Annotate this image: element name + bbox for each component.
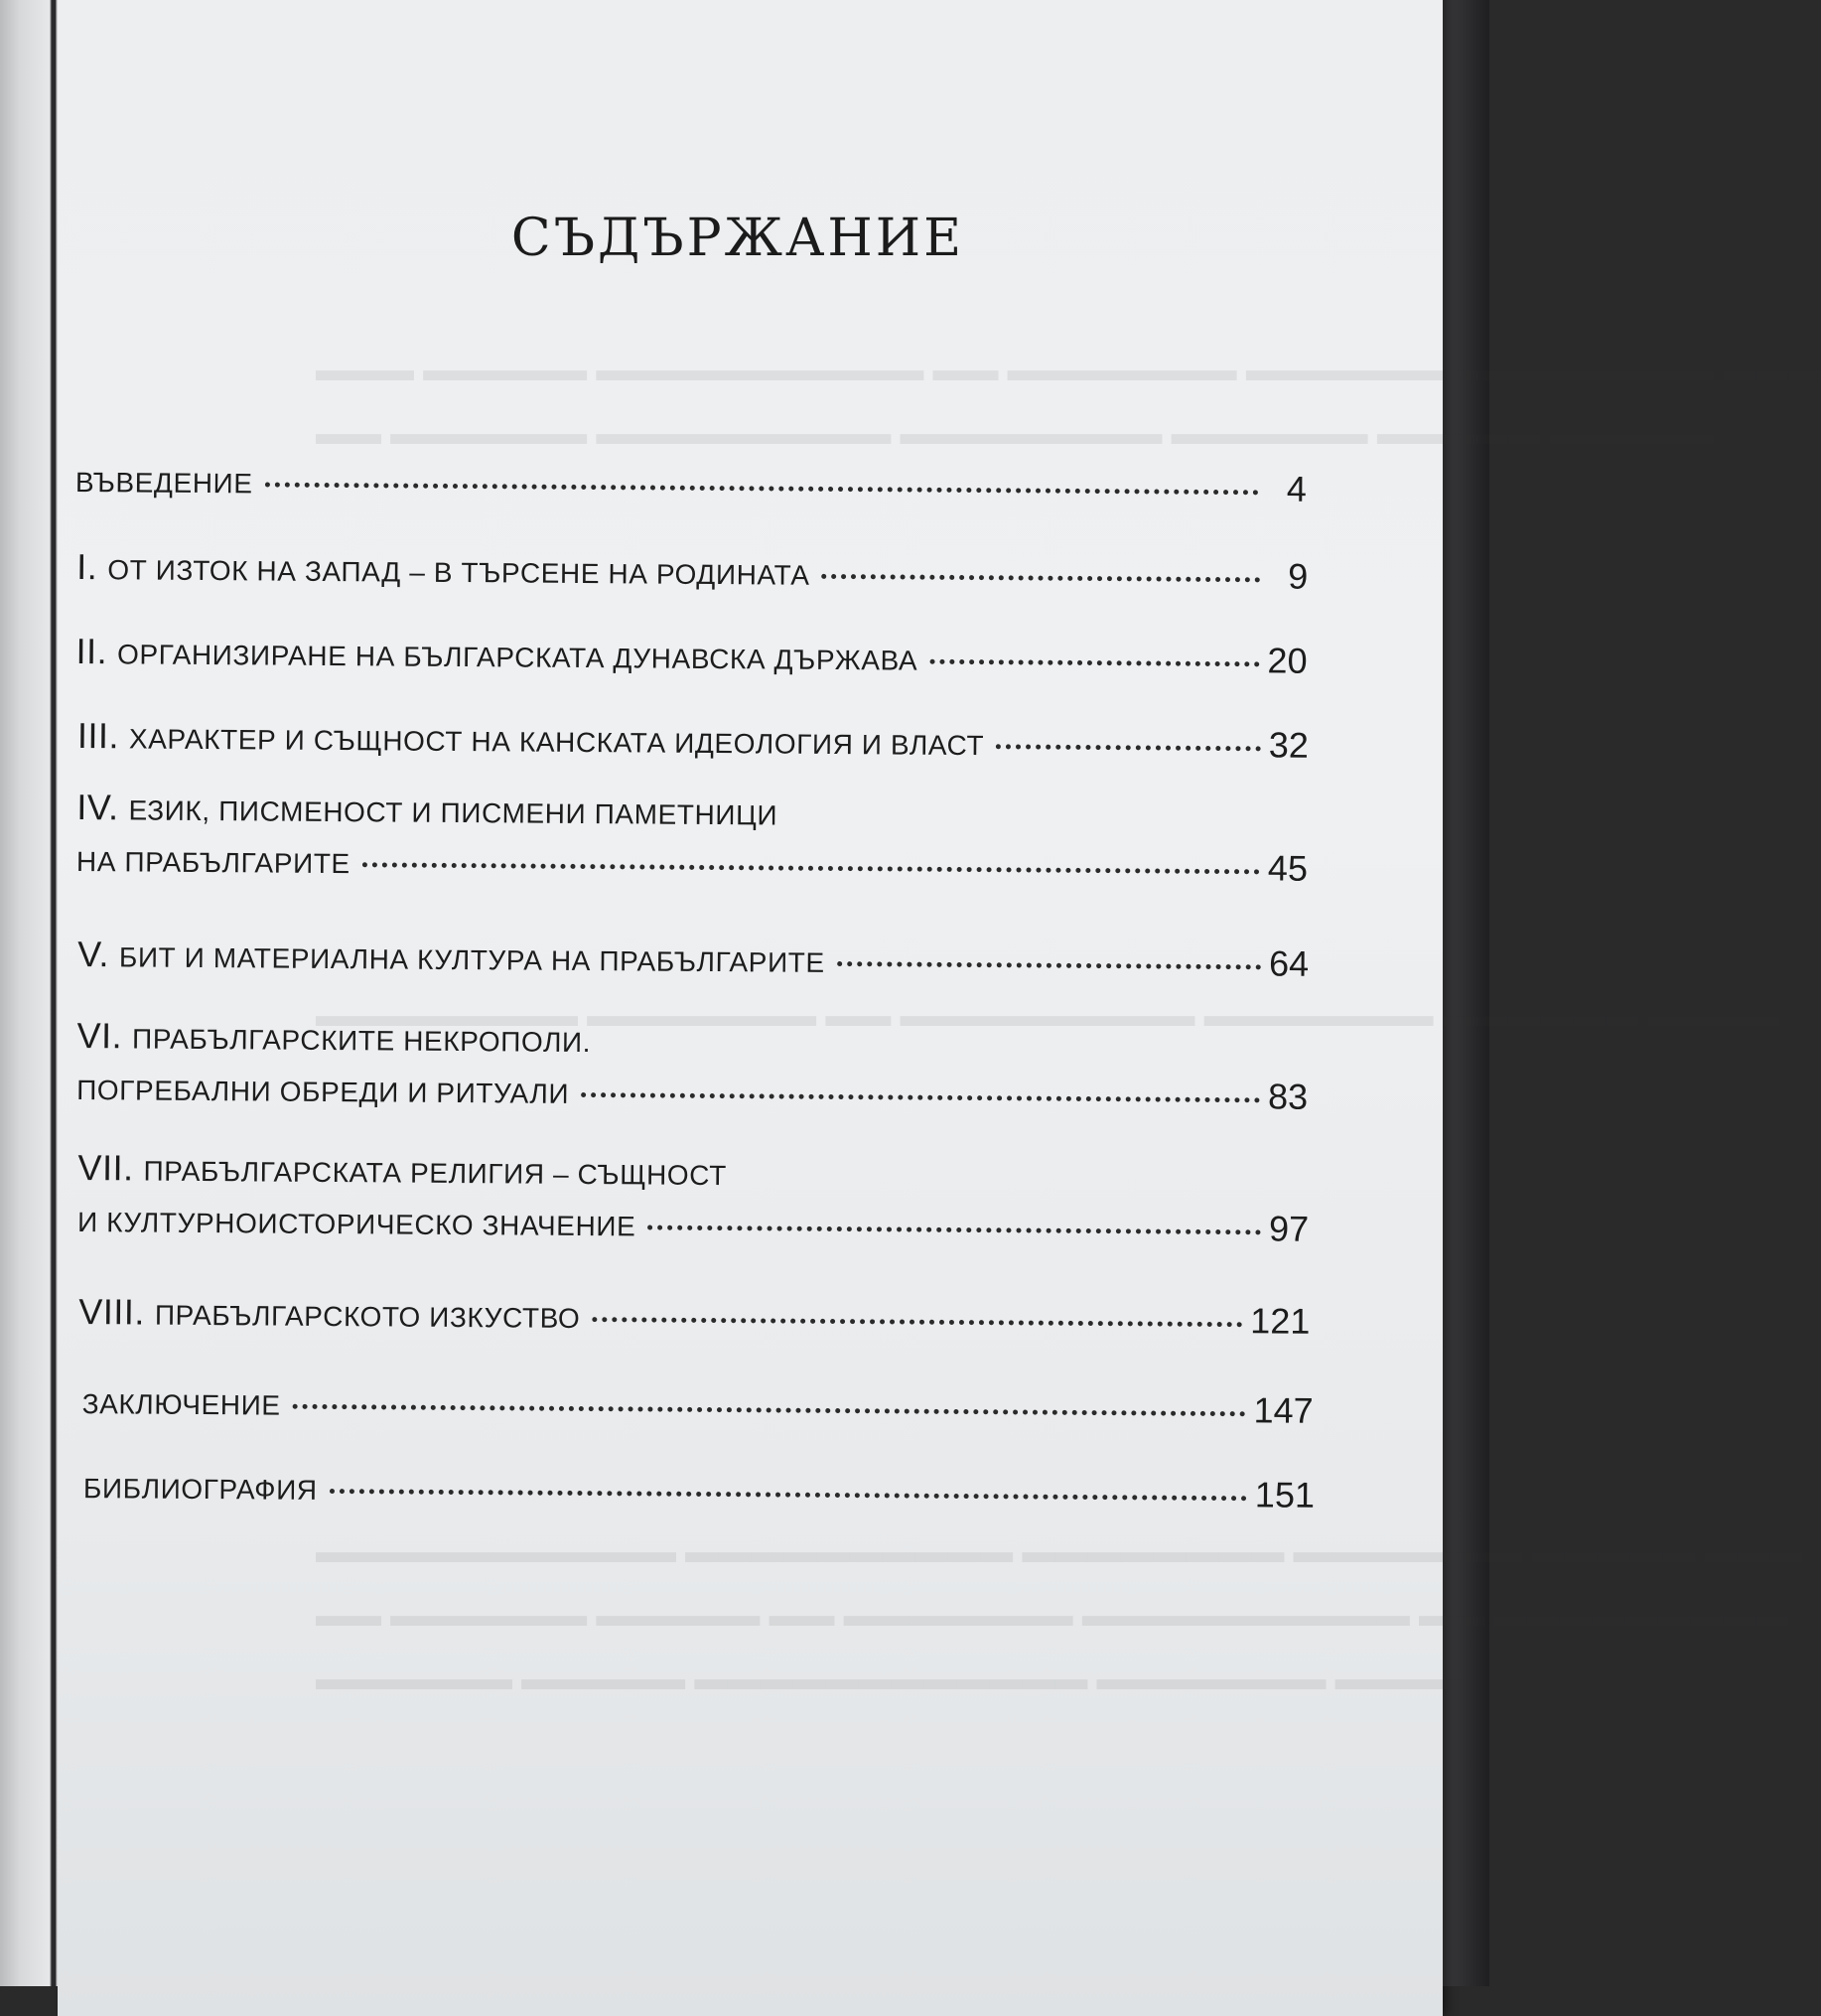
toc-entry-title: ПРАБЪЛГАРСКИТЕ НЕКРОПОЛИ. xyxy=(131,1023,592,1059)
toc-entry-conclusion xyxy=(82,1380,1314,1432)
chapter-numeral: II. xyxy=(75,630,108,672)
toc-entry-title: ОТ ИЗТОК НА ЗАПАД – В ТЪРСЕНЕ НА РОДИНАТА xyxy=(107,554,810,591)
toc-page-number: 83 xyxy=(1267,1076,1309,1117)
show-through-text: ▬▬▬▬▬▬▬▬ ▬▬▬▬▬▬▬ ▬▬ ▬▬▬▬▬▬▬▬▬ ▬▬▬▬▬▬▬ ▬▬▬▬▬▬ ▬▬▬▬ xyxy=(316,996,1780,1033)
toc-entry-chapter-5 xyxy=(77,934,1309,985)
dot-leader xyxy=(265,482,1259,495)
toc-entry-title: ВЪВЕДЕНИЕ xyxy=(74,466,253,500)
toc-page-number: 32 xyxy=(1268,724,1310,766)
toc-page-number: 97 xyxy=(1268,1208,1310,1249)
toc-entry-introduction xyxy=(75,459,1307,510)
dot-leader xyxy=(996,744,1261,751)
book-page xyxy=(58,0,1821,2016)
chapter-numeral: VI. xyxy=(76,1015,123,1057)
chapter-numeral: VII. xyxy=(77,1147,134,1189)
chapter-numeral: IV. xyxy=(76,787,119,828)
page-title: СЪДЪРЖАНИЕ xyxy=(510,209,965,268)
dot-leader xyxy=(647,1225,1261,1235)
chapter-numeral: VIII. xyxy=(78,1291,146,1333)
show-through-text: ▬▬ ▬▬▬▬▬▬ ▬▬▬▬▬▬▬▬▬ ▬▬▬▬▬▬▬▬ ▬▬▬▬▬▬ ▬▬▬▬▬ ▬▬▬▬▬ xyxy=(316,414,1715,451)
toc-page-number: 45 xyxy=(1267,847,1309,889)
dot-leader xyxy=(822,574,1261,582)
toc-page-number: 151 xyxy=(1254,1474,1316,1515)
toc-entry-title: ХАРАКТЕР И СЪЩНОСТ НА КАНСКАТА ИДЕОЛОГИЯ И ВЛАСТ xyxy=(128,723,985,762)
toc-page-number: 9 xyxy=(1288,555,1309,597)
toc-entry-title: БИТ И МАТЕРИАЛНА КУЛТУРА НА ПРАБЪЛГАРИТЕ xyxy=(118,941,825,978)
dot-leader xyxy=(330,1489,1247,1501)
toc-entry-chapter-3 xyxy=(77,715,1309,767)
chapter-numeral: III. xyxy=(76,715,120,757)
dot-leader xyxy=(929,659,1259,667)
dot-leader xyxy=(837,961,1261,969)
toc-entry-chapter-1 xyxy=(76,546,1308,598)
toc-entry-chapter-7 xyxy=(77,1147,1310,1250)
toc-page-number: 64 xyxy=(1268,942,1310,984)
toc-entry-chapter-6 xyxy=(76,1015,1309,1118)
show-through-text: ▬▬ ▬▬▬▬▬▬ ▬▬▬▬▬ ▬▬ ▬▬▬▬▬▬▬ ▬▬▬▬▬▬▬▬▬▬ ▬▬ ▬▬▬▬▬▬▬▬▬ xyxy=(316,1596,1789,1633)
toc-entry-title-continued: ПОГРЕБАЛНИ ОБРЕДИ И РИТУАЛИ xyxy=(76,1075,570,1109)
dot-leader xyxy=(362,862,1260,874)
toc-entry-chapter-4 xyxy=(76,787,1309,890)
show-through-text: ▬▬▬▬▬▬▬▬▬▬▬ ▬▬▬▬▬▬▬▬▬▬ ▬▬▬▬▬▬▬▬ ▬▬▬▬▬▬▬ ▬▬▬▬▬ ▬▬▬ xyxy=(316,1532,1803,1569)
dot-leader xyxy=(581,1092,1260,1102)
toc-page-number: 147 xyxy=(1253,1389,1314,1431)
chapter-numeral: V. xyxy=(77,934,110,975)
toc-entry-bibliography xyxy=(83,1465,1315,1516)
toc-entry-title-continued: НА ПРАБЪЛГАРИТЕ xyxy=(75,846,350,880)
toc-entry-title: ПРАБЪЛГАРСКАТА РЕЛИГИЯ – СЪЩНОСТ xyxy=(143,1155,727,1192)
toc-entry-title: ПРАБЪЛГАРСКОТО ИЗКУСТВО xyxy=(154,1299,581,1335)
toc-entry-title-continued: И КУЛТУРНОИСТОРИЧЕСКО ЗНАЧЕНИЕ xyxy=(76,1207,636,1242)
toc-entry-title: ЕЗИК, ПИСМЕНОСТ И ПИСМЕНИ ПАМЕТНИЦИ xyxy=(128,794,778,831)
show-through-text: ▬▬▬ ▬▬▬▬▬ ▬▬▬▬▬▬▬▬▬▬ ▬▬ ▬▬▬▬▬▬▬ ▬▬▬▬▬▬ ▬▬▬▬▬▬▬▬ ▬▬▬ xyxy=(316,351,1821,387)
toc-page-number: 4 xyxy=(1286,468,1308,509)
toc-page-number: 121 xyxy=(1250,1300,1311,1342)
toc-entry-title: БИБЛИОГРАФИЯ xyxy=(82,1473,318,1506)
chapter-numeral: I. xyxy=(76,545,98,588)
dot-leader xyxy=(293,1404,1246,1417)
dot-leader xyxy=(592,1317,1242,1327)
toc-entry-chapter-2 xyxy=(75,631,1307,682)
toc-entry-title: ОРГАНИЗИРАНЕ НА БЪЛГАРСКАТА ДУНАВСКА ДЪРЖАВА xyxy=(116,639,918,676)
toc-page-number: 20 xyxy=(1267,640,1308,681)
show-through-text: ▬▬▬▬▬▬ ▬▬▬▬▬ ▬▬▬▬▬▬▬▬▬▬▬▬ ▬▬▬▬▬▬▬ ▬▬▬▬ xyxy=(316,1659,1467,1696)
toc-entry-chapter-8 xyxy=(78,1291,1310,1343)
toc-entry-title: ЗАКЛЮЧЕНИЕ xyxy=(81,1388,281,1421)
